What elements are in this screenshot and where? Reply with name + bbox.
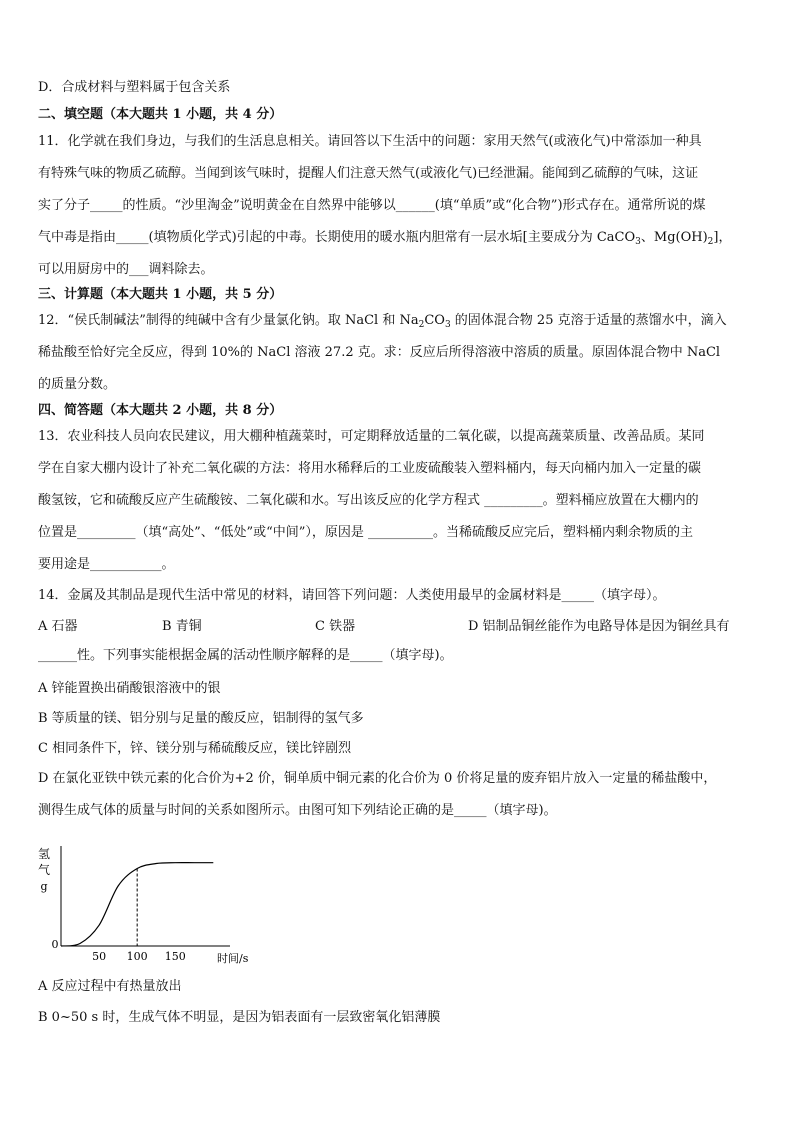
section-short-answer-heading: 四、简答题（本大题共 2 小题，共 8 分）	[38, 403, 283, 418]
q11-line-4-text-b: 、Mg(OH)	[640, 230, 708, 245]
q13-line-4: 位置是_________（填“高处”、“低处”或“中间”），原因是 __________。当稀硫酸反应完后，塑料桶内剩余物质的主	[38, 525, 694, 540]
hydrogen-time-chart	[30, 836, 270, 971]
q14-choice-b: B 等质量的镁、铝分别与足量的酸反应，铝制得的氢气多	[38, 711, 364, 726]
section-fill-in-heading: 二、填空题（本大题共 1 小题，共 4 分）	[38, 107, 283, 122]
q14-line-3: ______性。下列事实能根据金属的活动性顺序解释的是_____（填字母)。	[38, 648, 453, 663]
q14-option-b: B 青铜	[162, 619, 202, 634]
x-tick-label: 150	[164, 950, 186, 963]
q13-line-2: 学在自家大棚内设计了补充二氧化碳的方法：将用水稀释后的工业废硫酸装入塑料桶内，每天向桶内加入一定量的碳	[38, 461, 702, 476]
x-tick-labels	[52, 938, 186, 963]
y-axis-label-char-1: 氢	[37, 847, 51, 861]
x-tick-label: 50	[92, 950, 107, 963]
x-tick-label: 0	[51, 938, 59, 951]
q11-subscript-2: 2	[707, 237, 714, 247]
option-d-line: D．合成材料与塑料属于包含关系	[38, 80, 231, 95]
q12-subscript-2: 3	[444, 320, 451, 330]
q12-line-3: 的质量分数。	[38, 377, 117, 392]
q11-line-2: 有特殊气味的物质乙硫醇。当闻到该气味时，提醒人们注意天然气(或液化气)已经泄漏。能闻到乙硫醇的气味，这证	[38, 166, 699, 181]
q14-choice-d-line-1: D 在氯化亚铁中铁元素的化合价为+2 价，铜单质中铜元素的化合价为 0 价将足量的废弃铝片放入一定量的稀盐酸中，	[38, 771, 717, 786]
q14-option-d: D 铝制品铜丝能作为电路导体是因为铜丝具有	[468, 619, 730, 634]
q13-line-3: 酸氢铵，它和硫酸反应产生硫酸铵、二氧化碳和水。写出该反应的化学方程式 _________。塑料桶应放置在大棚内的	[38, 493, 699, 508]
y-axis-label-unit: g	[40, 880, 48, 893]
q14-option-c: C 铁器	[315, 619, 356, 634]
q12-line-1	[38, 313, 758, 333]
q11-line-4	[38, 230, 758, 250]
q11-line-4-text-a: 气中毒是指由_____(填物质化学式)引起的中毒。长期使用的暖水瓶内胆常有一层水垢[主要成分为 CaCO	[38, 230, 636, 245]
q12-line-1-text-a: 12．“侯氏制碱法”制得的纯碱中含有少量氯化钠。取 NaCl 和 Na	[38, 313, 419, 328]
q11-line-4-text-c: ]，	[713, 230, 732, 245]
q14-choice-c: C 相同条件下，锌、镁分别与稀硫酸反应，镁比锌剧烈	[38, 741, 352, 756]
q12-subscript-1: 2	[418, 320, 425, 330]
section-calc-heading: 三、计算题（本大题共 1 小题，共 5 分）	[38, 287, 283, 302]
q14-choice-d-line-2: 测得生成气体的质量与时间的关系如图所示。由图可知下列结论正确的是_____（填字母)。	[38, 803, 557, 818]
q11-line-1: 11．化学就在我们身边，与我们的生活息息相关。请回答以下生活中的问题：家用天然气(或液化气)中常添加一种具	[38, 134, 702, 149]
q13-line-5: 要用途是___________。	[38, 557, 175, 572]
q11-subscript-1: 3	[635, 237, 641, 247]
answer-b: B 0~50 s 时，生成气体不明显，是因为铝表面有一层致密氧化铝薄膜	[38, 1010, 441, 1025]
x-axis-label: 时间/s	[217, 952, 249, 965]
q14-line-1: 14．金属及其制品是现代生活中常见的材料，请回答下列问题：人类使用最早的金属材料是_____（填字母）。	[38, 588, 666, 603]
q12-line-1-text-c: 的固体混合物 25 克溶于适量的蒸馏水中，滴入	[450, 313, 727, 328]
q13-line-1: 13．农业科技人员向农民建议，用大棚种植蔬菜时，可定期释放适量的二氧化碳，以提高蔬菜质量、改善品质。某同	[38, 429, 705, 444]
q14-option-a: A 石器	[38, 619, 78, 634]
answer-a: A 反应过程中有热量放出	[38, 979, 182, 994]
q11-line-3: 实了分子_____的性质。“沙里淘金”说明黄金在自然界中能够以______(填“单质”或“化合物”)形式存在。通常所说的煤	[38, 198, 706, 213]
q12-line-2: 稀盐酸至恰好完全反应，得到 10%的 NaCl 溶液 27.2 克。求：反应后所得溶液中溶质的质量。原固体混合物中 NaCl	[38, 345, 721, 360]
chart-svg	[30, 836, 270, 971]
q12-line-1-text-b: CO	[424, 313, 445, 328]
q11-line-5: 可以用厨房中的___调料除去。	[38, 262, 214, 277]
q14-choice-a: A 锌能置换出硝酸银溶液中的银	[38, 681, 221, 696]
x-tick-label: 100	[126, 950, 148, 963]
y-axis-label-char-2: 气	[37, 863, 51, 877]
